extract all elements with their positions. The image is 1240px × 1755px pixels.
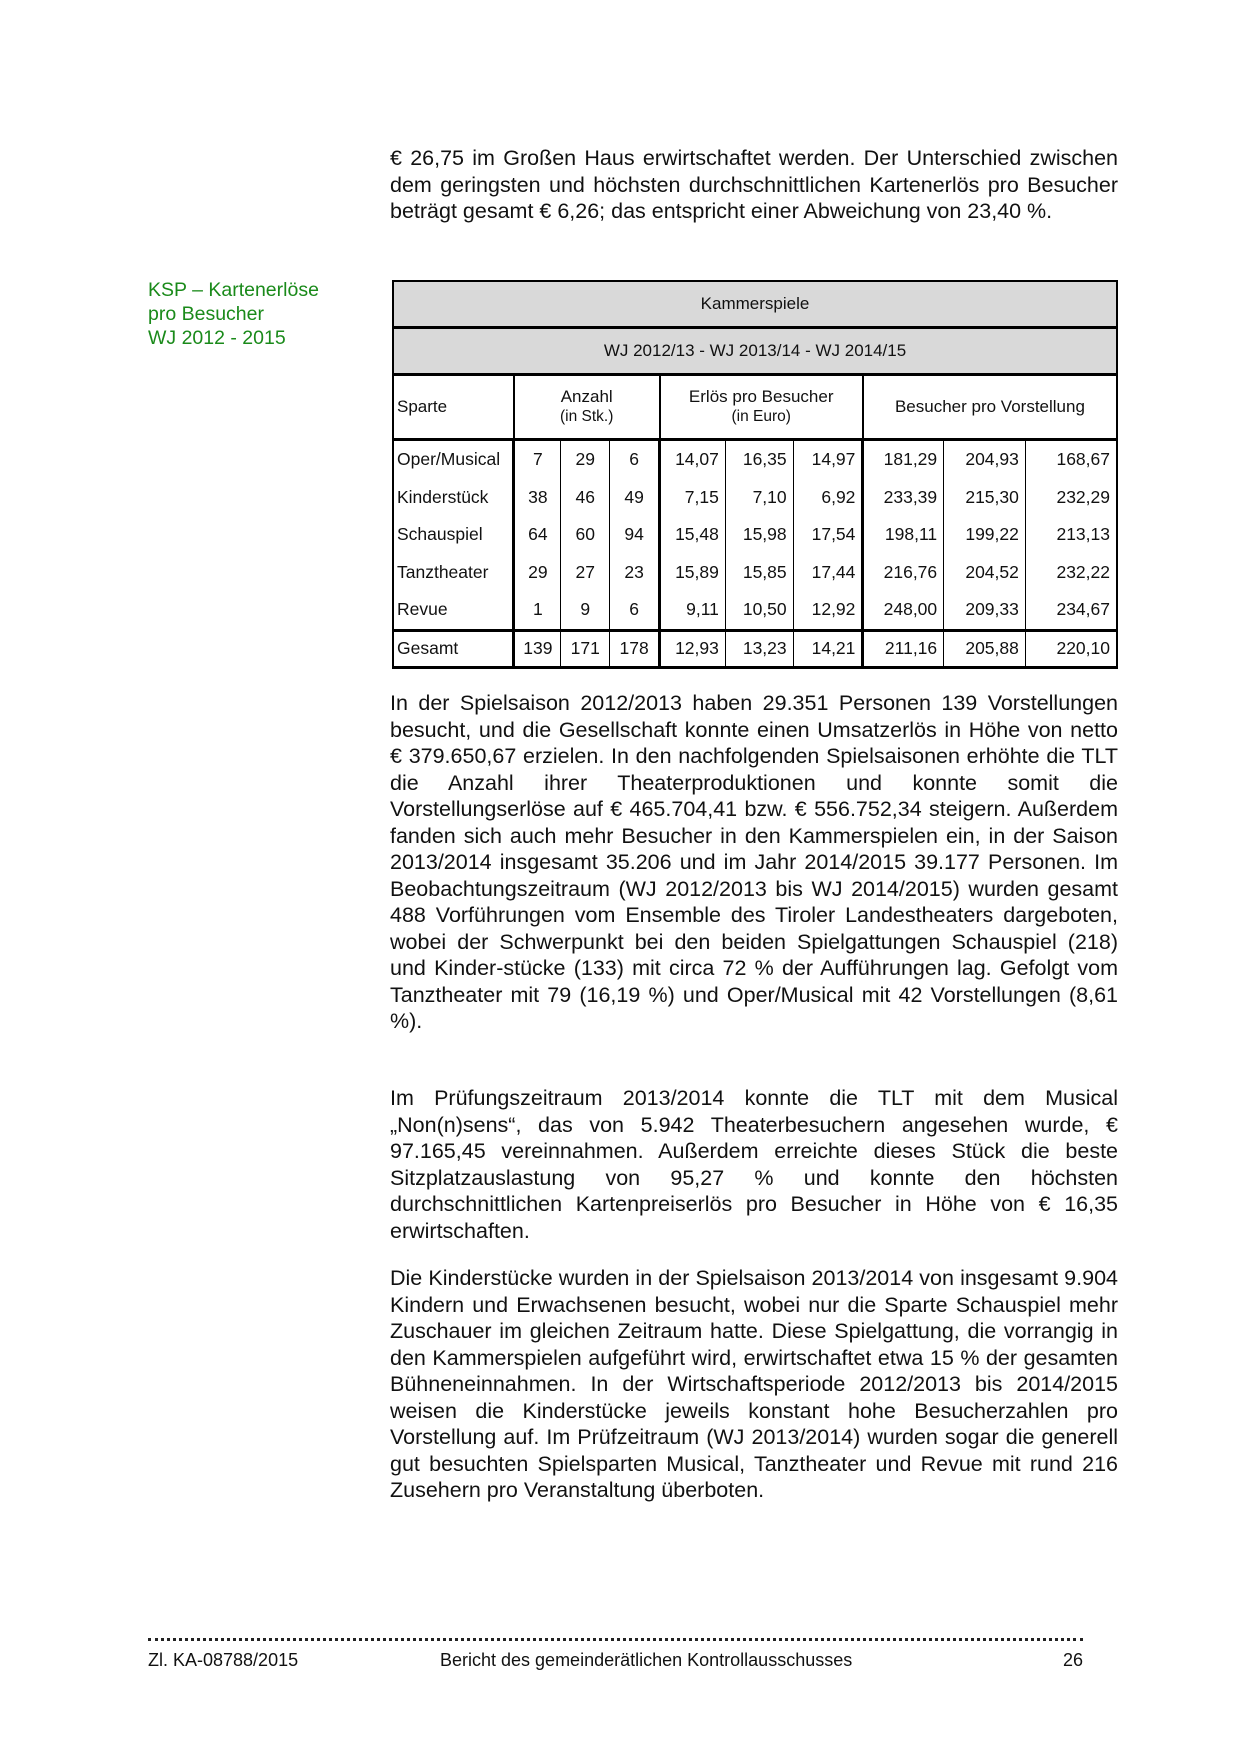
cell: 10,50 bbox=[725, 591, 793, 630]
cell: 215,30 bbox=[944, 479, 1026, 517]
intro-paragraph bbox=[390, 145, 1118, 225]
cell: 49 bbox=[610, 479, 660, 517]
cell: 14,07 bbox=[660, 440, 726, 479]
table-row bbox=[393, 440, 1117, 479]
paragraph-text: Im Prüfungszeitraum 2013/2014 konnte die TLT mit dem Musical „Non(n)sens“, das von 5.942 Theaterbesuchern angesehen wurde, € 97.165,45 vereinnahmen. Außerdem erreichte dieses Stück die beste Sitzplatzauslastung von 95,27 % und konnte den höchsten durchschnittlichen Kartenpreiserlös pro Besucher in Höhe von € 16,35 erwirtschaften. bbox=[390, 1086, 1118, 1243]
cell: 9 bbox=[561, 591, 610, 630]
table-row bbox=[393, 516, 1117, 554]
cell-sparte: Schauspiel bbox=[393, 516, 514, 554]
margin-note bbox=[148, 278, 378, 350]
cell: 14,97 bbox=[793, 440, 863, 479]
cell: 15,98 bbox=[725, 516, 793, 554]
cell: 29 bbox=[514, 554, 561, 592]
cell: 6,92 bbox=[793, 479, 863, 517]
cell: 60 bbox=[561, 516, 610, 554]
page-number: 26 bbox=[1063, 1650, 1084, 1670]
cell-sparte: Revue bbox=[393, 591, 514, 630]
cell: 209,33 bbox=[944, 591, 1026, 630]
cell: 234,67 bbox=[1025, 591, 1117, 630]
cell: 29 bbox=[561, 440, 610, 479]
header-besucher: Besucher pro Vorstellung bbox=[863, 375, 1117, 440]
cell: 17,54 bbox=[793, 516, 863, 554]
kammerspiele-table bbox=[392, 280, 1118, 669]
cell-sparte: Oper/Musical bbox=[393, 440, 514, 479]
cell: 205,88 bbox=[944, 630, 1026, 667]
cell: 7,10 bbox=[725, 479, 793, 517]
cell-sparte: Tanztheater bbox=[393, 554, 514, 592]
footer-title: Bericht des gemeinderätlichen Kontrollausschusses bbox=[440, 1650, 853, 1670]
cell: 9,11 bbox=[660, 591, 726, 630]
table-row bbox=[393, 479, 1117, 517]
cell: 7 bbox=[514, 440, 561, 479]
cell: 7,15 bbox=[660, 479, 726, 517]
cell-sparte: Kinderstück bbox=[393, 479, 514, 517]
cell: 204,93 bbox=[944, 440, 1026, 479]
body-paragraph bbox=[390, 1265, 1118, 1504]
paragraph-text: Die Kinderstücke wurden in der Spielsaison 2013/2014 von insgesamt 9.904 Kindern und Erwachsenen besucht, wobei nur die Sparte Schauspiel mehr Zuschauer im gleichen Zeitraum hatte. Diese Spielgattung, die vorrangig in den Kammerspielen aufgeführt wird, erwirtschaftet etwa 15 % der gesamten Bühneneinnahmen. In der Wirtschaftsperiode 2012/2013 bis 2014/2015 weisen die Kinderstücke jeweils konstant hohe Besucherzahlen pro Vorstellung auf. Im Prüfzeitraum (WJ 2013/2014) wurden sogar die generell gut besuchten Spielsparten Musical, Tanztheater und Revue mit rund 216 Zusehern pro Veranstaltung überboten. bbox=[390, 1266, 1118, 1502]
cell: 27 bbox=[561, 554, 610, 592]
cell: 6 bbox=[610, 440, 660, 479]
cell: 94 bbox=[610, 516, 660, 554]
cell: 233,39 bbox=[863, 479, 944, 517]
cell: 23 bbox=[610, 554, 660, 592]
table-row bbox=[393, 554, 1117, 592]
footer-reference: Zl. KA-08788/2015 bbox=[148, 1650, 299, 1670]
cell: 15,89 bbox=[660, 554, 726, 592]
cell: 1 bbox=[514, 591, 561, 630]
header-sparte: Sparte bbox=[393, 375, 514, 440]
cell: 38 bbox=[514, 479, 561, 517]
paragraph-text: In der Spielsaison 2012/2013 haben 29.351 Personen 139 Vorstellungen besucht, und die Gesellschaft konnte einen Umsatzerlös in Höhe von netto € 379.650,67 erzielen. In den nachfolgenden Spielsaisonen erhöhte die TLT die Anzahl ihrer Theaterproduktionen und konnte somit die Vorstellungserlöse auf € 465.704,41 bzw. € 556.752,34 steigern. Außerdem fanden sich auch mehr Besucher in den Kammerspielen ein, in der Saison 2013/2014 insgesamt 35.206 und im Jahr 2014/2015 39.177 Personen. Im Beobachtungszeitraum (WJ 2012/2013 bis WJ 2014/2015) wurden gesamt 488 Vorführungen vom Ensemble des Tiroler Landestheaters dargeboten, wobei der Schwerpunkt bei den beiden Spielgattungen Schauspiel (218) und Kinder-stücke (133) mit circa 72 % der Aufführungen lag. Gefolgt vom Tanztheater mit 79 (16,19 %) und Oper/Musical mit 42 Vorstellungen (8,61 %). bbox=[390, 691, 1118, 1033]
cell: 178 bbox=[610, 630, 660, 667]
cell: 181,29 bbox=[863, 440, 944, 479]
cell: 6 bbox=[610, 591, 660, 630]
intro-text: € 26,75 im Großen Haus erwirtschaftet werden. Der Unterschied zwischen dem geringsten und höchsten durchschnittlichen Kartenerlös pro Besucher beträgt gesamt € 6,26; das entspricht einer Abweichung von 23,40 %. bbox=[390, 146, 1118, 223]
cell: 46 bbox=[561, 479, 610, 517]
cell: 232,29 bbox=[1025, 479, 1117, 517]
table-row bbox=[393, 591, 1117, 630]
cell: 64 bbox=[514, 516, 561, 554]
margin-note-line: pro Besucher bbox=[148, 303, 264, 325]
header-anzahl bbox=[514, 375, 660, 440]
table-title: Kammerspiele bbox=[393, 281, 1117, 328]
cell: 213,13 bbox=[1025, 516, 1117, 554]
cell: 139 bbox=[514, 630, 561, 667]
table-total-row bbox=[393, 630, 1117, 667]
header-anzahl-unit: (in Stk.) bbox=[559, 408, 614, 425]
header-erloes-label: Erlös pro Besucher bbox=[688, 387, 834, 406]
cell: 12,92 bbox=[793, 591, 863, 630]
margin-note-line: KSP – Kartenerlöse bbox=[148, 279, 319, 301]
cell: 15,85 bbox=[725, 554, 793, 592]
footer-divider bbox=[148, 1638, 1083, 1641]
cell-sparte: Gesamt bbox=[393, 630, 514, 667]
cell: 13,23 bbox=[725, 630, 793, 667]
cell: 248,00 bbox=[863, 591, 944, 630]
cell: 171 bbox=[561, 630, 610, 667]
header-erloes-unit: (in Euro) bbox=[731, 408, 791, 425]
cell: 16,35 bbox=[725, 440, 793, 479]
header-erloes bbox=[660, 375, 863, 440]
margin-note-line: WJ 2012 - 2015 bbox=[148, 327, 286, 349]
cell: 220,10 bbox=[1025, 630, 1117, 667]
body-paragraph bbox=[390, 690, 1118, 1035]
cell: 168,67 bbox=[1025, 440, 1117, 479]
cell: 14,21 bbox=[793, 630, 863, 667]
cell: 211,16 bbox=[863, 630, 944, 667]
cell: 216,76 bbox=[863, 554, 944, 592]
cell: 232,22 bbox=[1025, 554, 1117, 592]
cell: 199,22 bbox=[944, 516, 1026, 554]
cell: 17,44 bbox=[793, 554, 863, 592]
header-anzahl-label: Anzahl bbox=[560, 387, 613, 406]
cell: 12,93 bbox=[660, 630, 726, 667]
table-period: WJ 2012/13 - WJ 2013/14 - WJ 2014/15 bbox=[393, 328, 1117, 375]
cell: 198,11 bbox=[863, 516, 944, 554]
cell: 204,52 bbox=[944, 554, 1026, 592]
body-paragraph bbox=[390, 1085, 1118, 1244]
cell: 15,48 bbox=[660, 516, 726, 554]
